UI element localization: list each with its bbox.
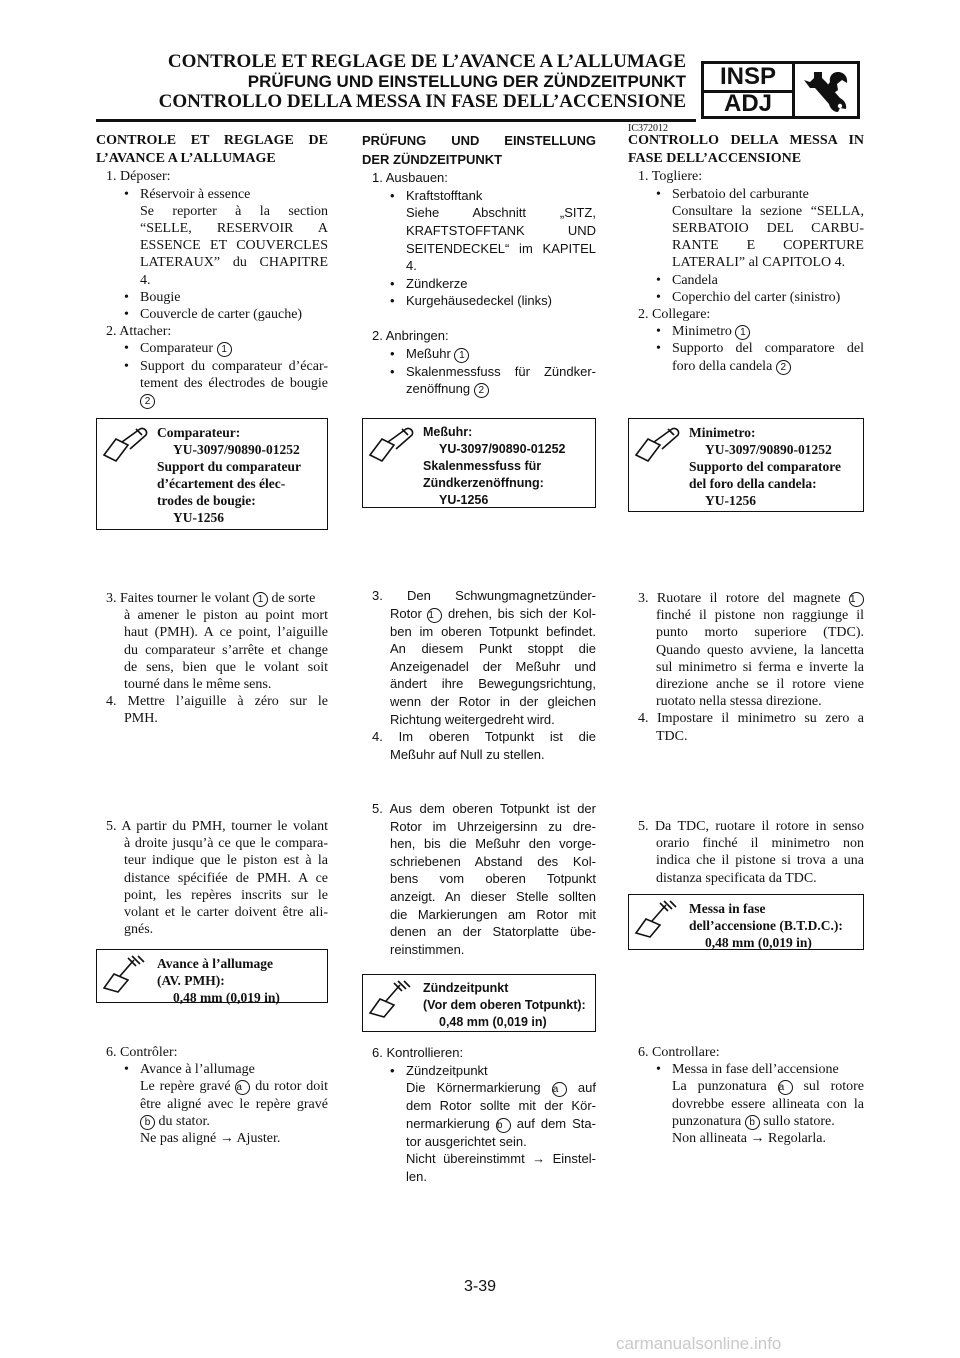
de-step-3-line: Richtung weitergedreht wird. [390,711,555,727]
it-step-3-line: punto morto superiore (TDC). [656,625,864,641]
specification-icon [368,979,412,1019]
fr-step-3-line: haut (PMH). A ce point, l’aiguille [124,625,328,641]
page-number: 3-39 [463,1278,497,1295]
de-step-5-line: die Markierungen am Rotor mit [390,906,596,922]
fr-bullet-stand-cont: tement des électrodes de bougie [140,375,328,391]
fr-bullet-timing: • Avance à l’allumage [124,1062,255,1078]
fr-bullet-stand: • Support du comparateur d’écar- [124,358,328,374]
it-step-5-line: orario finché il minimetro non [656,836,864,852]
fr-check-line: Le repère gravé a du rotor doit [140,1079,329,1095]
de-step-3-line: wenn der Rotor in der gleichen [390,693,596,709]
it-note-line: Consultare la sezione “SELLA, [672,203,864,219]
de-spec-box-text: Zündzeitpunkt (Vor dem oberen Totpunkt): 0,48 mm (0,019 in) [423,981,586,1029]
badge-divider [792,64,795,116]
de-step-5-line: denen an der Statorplatte übe- [390,924,596,940]
it-spec-box [628,894,864,950]
de-spec-box [362,974,596,1032]
it-step-3-line: direzione anche se il rotore viene [656,677,864,693]
de-step-6 [362,1044,596,1186]
de-step-5-line: Rotor im Uhrzeigersinn zu dre- [390,818,596,834]
fr-ref-line [96,392,328,409]
ref-marker: 1 [427,608,442,623]
de-bullet-dial-gauge: • Meßuhr 1 [362,345,596,363]
fr-step-5-line: point, les repères inscrits sur le [124,887,328,903]
fr-note-line: “SELLE, RESERVOIR A [140,221,328,237]
fr-note-line: LATERAUX” du CHAPITRE [140,255,328,271]
fr-step-3-line: de sens, bien que le volant soit [124,659,328,675]
de-check-line: Die Körnermarkierung a auf [406,1080,596,1096]
specification-icon [634,899,678,939]
de-step-3-line: ben im oberen Totpunkt befindet. [390,623,596,639]
fr-step-6 [96,1044,328,1147]
ref-marker: 1 [454,348,469,363]
de-step-1: 1. Ausbauen: [372,170,448,186]
wrench-icon [800,68,852,114]
de-step-5-line: anzeigt. An dieser Stelle sollten [390,888,596,904]
de-steps-3-4 [362,587,596,763]
fr-check-line: Ne pas aligné → Ajuster. [140,1131,281,1147]
ref-marker: 1 [735,325,750,340]
fr-spec-box-text: Avance à l’allumage (AV. PMH): 0,48 mm (0,019 in) [157,956,280,1005]
it-note-line: SERBATOIO DEL CARBU- [672,221,864,237]
de-step-3-line: Rotor 1 drehen, bis sich der Kol- [390,605,596,621]
de-step-2: 2. Anbringen: [372,327,449,343]
de-check-line: Nicht übereinstimmt → Einstel- [406,1151,596,1167]
ref-marker: a [235,1080,250,1095]
de-step-5-line: reinstimmen. [390,941,465,957]
de-note-line: 4. [406,258,417,274]
ref-marker: 2 [776,360,791,375]
fr-step-4: 4. Mettre l’aiguille à zéro sur le [106,694,328,710]
fr-check-line: b du stator. [96,1113,328,1130]
fr-step-1: 1. Déposer: [106,169,171,185]
fr-note-line: 4. [140,272,151,288]
special-tool-icon [102,425,150,463]
de-check-line: nermarkierung b auf dem Sta- [406,1115,596,1131]
de-bullet-crankcase-cover: • Kurgehäusedeckel (links) [390,293,552,309]
it-bullet-dial-gauge: • Minimetro 1 [628,323,864,340]
ref-marker: b [745,1115,760,1130]
fr-removal-block [96,132,328,409]
badge-adj: ADJ [723,90,772,117]
fr-bullet-spark-plug: • Bougie [124,289,181,305]
fr-step-4-line: PMH. [124,711,158,727]
de-removal-block [362,132,596,398]
it-bullet-stand: • Supporto del comparatore del [656,341,864,357]
spacer [362,310,596,327]
de-check-line: tor ausgerichtet sein. [406,1133,527,1149]
it-step-5-line: indica che il pistone si trova a una [656,853,864,869]
special-tool-icon [634,425,682,463]
fr-bullet-fuel-tank: • Réservoir à essence [124,186,251,202]
ref-marker: a [552,1082,567,1097]
fr-step-3-line: du comparateur s’arrête et change [124,642,328,658]
it-step-6 [628,1044,864,1147]
de-tool-box [362,418,596,508]
fr-step-2: 2. Attacher: [106,324,172,340]
it-removal-block [628,132,864,375]
de-step-3-line: Anzeigenadel der Meßuhr und [390,658,596,674]
de-step-3-line: ändert ihre Bewegungsrichtung, [390,676,596,692]
it-step-4-line: 4. Impostare il minimetro su zero a [638,711,864,727]
fr-note-line: ESSENCE ET COUVERCLES [140,238,328,254]
ref-marker: a [778,1080,793,1095]
fr-step-5-line: distance spécifiée de PMH. A ce [124,870,328,886]
de-tool-box-text: Meßuhr: YU-3097/90890-01252 Skalenmessfuss für Zündkerzenöffnung: YU-1256 [423,425,566,507]
de-bullet-stand: • Skalenmessfuss für Zündker- [390,363,596,379]
it-tool-box-text: Minimetro: YU-3097/90890-01252 Supporto del comparatore del foro della candela: YU-1256 [689,425,841,508]
fr-steps-3-4 [96,590,328,728]
de-step-4-line: 4. Im oberen Totpunkt ist die [372,729,596,745]
fr-step-6-title: 6. Contrôler: [106,1045,178,1060]
specification-icon [102,954,146,994]
section-code: IC372012 [628,123,668,134]
de-heading-1: PRÜFUNG UND EINSTELLUNG [362,133,596,148]
ref-marker: 2 [474,383,489,398]
special-tool-icon [368,425,416,463]
it-step-5-line: 5. Da TDC, ruotare il rotore in senso [638,819,864,834]
title-italian: CONTROLLO DELLA MESSA IN FASE DELL’ACCENSIONE [158,91,686,112]
fr-heading-2: L’AVANCE A L’ALLUMAGE [96,151,276,167]
it-note-line: LATERALI” al CAPITOLO 4. [672,255,846,271]
ref-marker: b [496,1118,511,1133]
it-bullet-spark-plug: • Candela [656,272,718,288]
de-check-line: dem Rotor sollte mit der Kör- [406,1098,596,1114]
de-step-5-line: 5. Aus dem oberen Totpunkt ist der [372,801,596,816]
de-heading-2: DER ZÜNDZEITPUNKT [362,151,503,167]
it-check-line: dovrebbe essere allineata con la [672,1096,864,1112]
it-step-3-line: finché il pistone non raggiunge il [656,608,864,624]
section-badge [701,61,860,119]
ref-marker: 1 [849,592,864,607]
page-header [96,52,686,112]
it-bullet-crankcase-cover: • Coperchio del carter (sinistro) [656,289,841,305]
fr-step-3-line: tourné dans le même sens. [124,677,272,693]
de-bullet-fuel-tank: • Kraftstofftank [390,187,483,203]
badge-insp: INSP [704,64,792,93]
it-step-3-line: Quando questo avviene, la lancetta [656,642,864,658]
fr-check-line: être aligné avec le repère gravé [140,1096,328,1112]
it-step-3-line: 3. Ruotare il rotore del magnete 1 [628,590,864,607]
watermark: carmanualsonline.info [616,1334,782,1353]
it-heading-1: CONTROLLO DELLA MESSA IN [628,133,864,148]
fr-bullet-crankcase-cover: • Couvercle de carter (gauche) [124,307,303,323]
fr-step-5-line: à droite jusqu’à ce que le compara- [124,836,328,852]
title-french: CONTROLE ET REGLAGE DE L’AVANCE A L’ALLUMAGE [167,51,686,72]
ref-marker: 1 [217,342,232,357]
de-step-5-line: schriebenen Abstand des Kol- [390,853,596,869]
it-check-line: punzonatura b sullo statore. [672,1113,835,1129]
fr-bullet-dial-gauge: • Comparateur 1 [96,340,328,357]
it-spec-box-text: Messa in fase dell’accensione (B.T.D.C.): 0,48 mm (0,019 in) [689,901,843,950]
fr-tool-box [96,418,328,530]
it-bullet-fuel-tank: • Serbatoio del carburante [656,186,809,202]
fr-tool-box-text: Comparateur: YU-3097/90890-01252 Support du comparateur d’écartement des élec- trodes de bougie: YU-1256 [157,425,302,525]
ref-marker: 1 [253,592,268,607]
de-bullet-spark-plug: • Zündkerze [390,275,468,291]
fr-step-5-line: teur indique que le piston est à la [124,853,328,869]
de-bullet-stand-cont: zenöffnung 2 [362,380,596,398]
de-note-line: KRAFTSTOFFTANK UND [406,222,596,238]
de-step-5-line: bens vom oberen Totpunkt [390,871,596,887]
fr-step-3: 3. Faites tourner le volant 1 de sorte [106,591,316,606]
de-step-3-line: 3. Den Schwungmagnetzünder- [372,588,596,603]
fr-step-3-line: à amener le piston au point mort [124,608,328,624]
it-check-line: Non allineata → Regolarla. [672,1131,826,1147]
de-note-line: SEITENDECKEL“ im KAPITEL [406,240,596,256]
de-step-6-title: 6. Kontrollieren: [372,1045,464,1060]
it-check-line: La punzonatura a sul rotore [672,1079,865,1095]
fr-heading-1: CONTROLE ET REGLAGE DE [96,133,328,148]
it-bullet-timing: • Messa in fase dell’accensione [656,1062,839,1078]
de-bullet-timing: • Zündzeitpunkt [390,1062,488,1078]
fr-step-5-line: gnés. [124,922,154,938]
it-step-5 [628,818,864,887]
de-step-5-line: hen, bis die Meßuhr den vorge- [390,836,596,852]
it-step-4-line: TDC. [656,728,688,744]
de-step-5 [362,800,596,958]
fr-step-5 [96,818,328,938]
de-note-line: Siehe Abschnitt „SITZ, [406,205,596,221]
it-step-6-title: 6. Controllare: [638,1045,720,1060]
it-note-line: RANTE E COPERTURE [672,238,864,254]
ref-marker: b [140,1115,155,1130]
it-step-3-line: sul minimetro si ferma e inverte la [656,659,864,675]
de-check-line: len. [406,1168,427,1184]
it-step-5-line: distanza specificata da TDC. [656,870,817,886]
fr-step-5-line: volant et le carter doivent être ali- [124,905,328,921]
it-heading-2: FASE DELL’ACCENSIONE [628,151,802,167]
de-step-3-line: An diesem Punkt stoppt die [390,641,596,657]
it-bullet-stand-cont: foro della candela 2 [628,358,864,375]
fr-note-line: Se reporter à la section [140,203,328,219]
it-tool-box [628,418,864,512]
title-german: PRÜFUNG UND EINSTELLUNG DER ZÜNDZEITPUNKT [247,72,686,91]
header-rule [96,119,696,122]
it-step-3-line: ruotato nella stessa direzione. [656,694,822,710]
fr-step-5-line: 5. A partir du PMH, tourner le volant [106,819,328,834]
it-step-1: 1. Togliere: [638,169,703,185]
de-step-4-line: Meßuhr auf Null zu stellen. [390,746,545,762]
ref-marker: 2 [140,394,155,409]
fr-spec-box [96,949,328,1003]
it-steps-3-4 [628,590,864,745]
it-step-2: 2. Collegare: [638,307,711,323]
